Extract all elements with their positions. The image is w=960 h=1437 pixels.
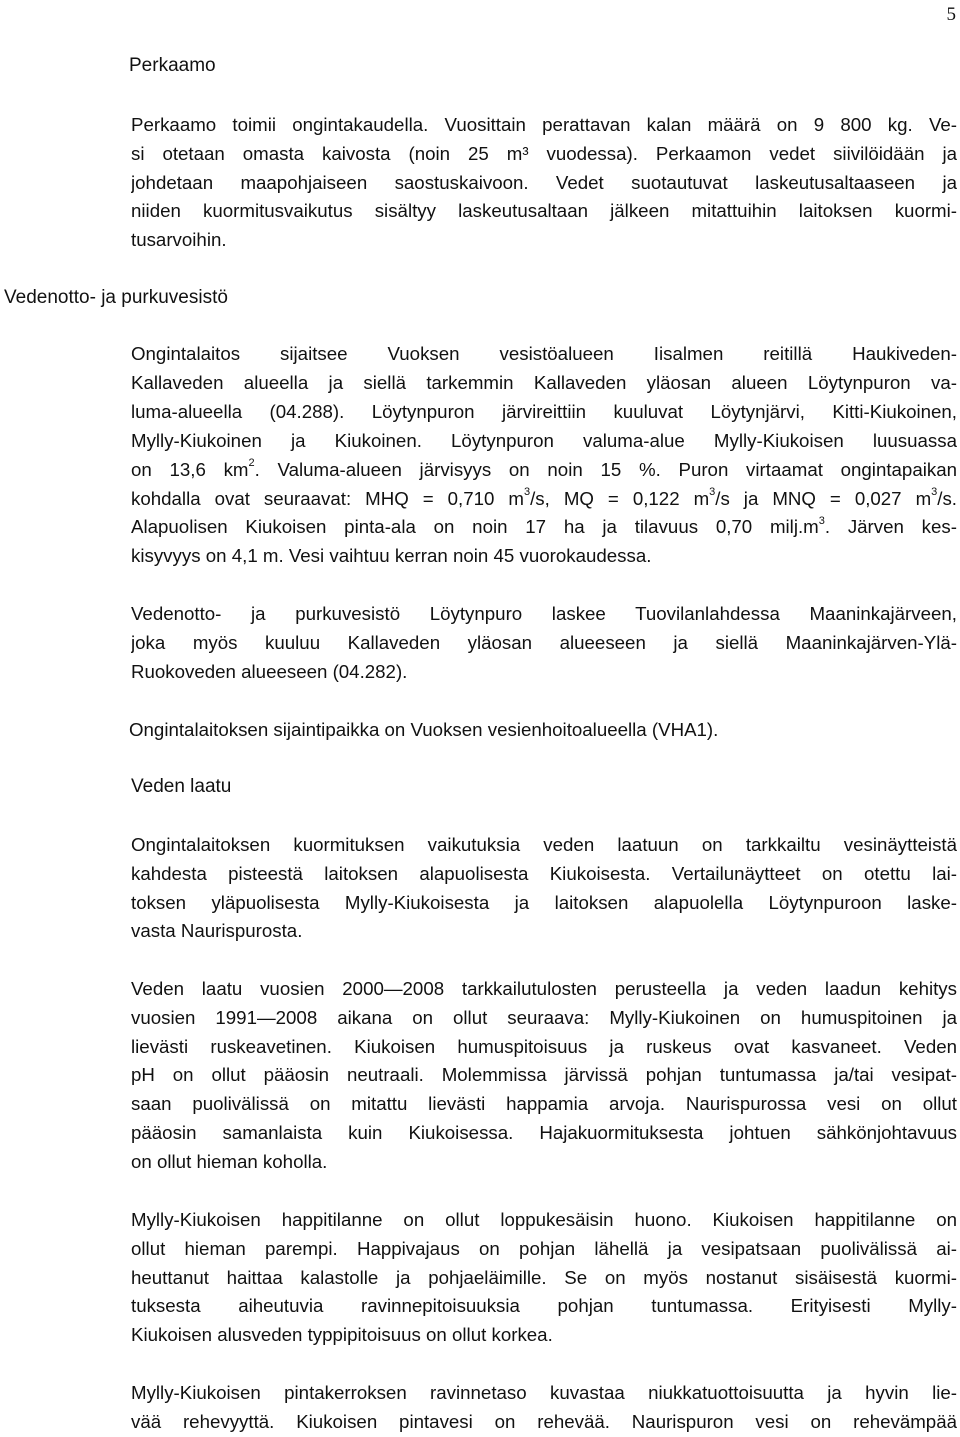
text-line: lievästi ruskeavetinen. Kiukoisen humuspitoisuus ja ruskeus ovat kasvaneet. Veden xyxy=(131,1035,957,1057)
text-line: tuksesta aiheutuvia ravinnepitoisuuksia pohjan tuntumassa. Erityisesti Mylly- xyxy=(131,1295,957,1317)
text-line xyxy=(131,456,957,485)
text-line: ollut hieman parempi. Happivajaus on pohjan lähellä ja vesipatsaan puolivälissä ai- xyxy=(131,1237,957,1259)
text-fragment: /s. xyxy=(937,487,957,509)
text-fragment: Alapuolisen Kiukoisen pinta-ala on noin 17 ha ja tilavuus 0,70 milj.m xyxy=(131,516,819,538)
text-line: Kiukoisen alusveden typpipitoisuus on ollut korkea. xyxy=(131,1324,553,1346)
text-line: pH on ollut pääosin neutraali. Molemmissa järvissä pohjan tuntumassa ja/tai vesipat- xyxy=(131,1064,957,1086)
superscript: 3 xyxy=(709,486,716,499)
text-line: johdetaan maapohjaiseen saostuskaivoon. Vedet suotautuvat laskeutusaltaaseen ja xyxy=(131,171,957,193)
paragraph-monitoring xyxy=(131,831,957,946)
page-number: 5 xyxy=(946,4,956,25)
text-line: luma-alueella (04.288). Löytynpuron järvireittiin kuuluvat Löytynjärvi, Kitti-Kiukoinen, xyxy=(131,400,957,422)
text-line: Ruokoveden alueeseen (04.282). xyxy=(131,660,408,682)
text-line: Mylly-Kiukoinen ja Kiukoinen. Löytynpuron valuma-alue Mylly-Kiukoisen luusuassa xyxy=(131,429,957,451)
text-line: Veden laatu vuosien 2000—2008 tarkkailutulosten perusteella ja veden laadun kehitys xyxy=(131,978,957,999)
text-line: Perkaamo toimii ongintakaudella. Vuosittain perattavan kalan määrä on 9 800 kg. Ve- xyxy=(131,114,957,135)
text-fragment: /s, MQ = 0,122 m xyxy=(530,487,710,509)
text-fragment: kohdalla ovat seuraavat: MHQ = 0,710 m xyxy=(131,487,524,509)
paragraph-nutrients xyxy=(131,1379,957,1437)
text-fragment: on 13,6 km xyxy=(131,458,249,480)
text-fragment: . Valuma-alueen järvisyys on noin 15 %. Puron virtaamat ongintapaikan xyxy=(254,458,957,480)
text-line: Vedenotto- ja purkuvesistö Löytynpuro laskee Tuovilanlahdessa Maaninkajärveen, xyxy=(131,603,957,624)
text-line: Ongintalaitoksen kuormituksen vaikutuksia veden laatuun on tarkkailtu vesinäytteistä xyxy=(131,834,957,855)
text-line: Mylly-Kiukoisen happitilanne on ollut loppukesäisin huono. Kiukoisen happitilanne on xyxy=(131,1209,957,1230)
text-fragment: . Järven kes- xyxy=(824,516,957,538)
superscript: 3 xyxy=(818,515,825,528)
paragraph-perkaamo xyxy=(131,111,957,255)
text-line: pääosin samanlaista kuin Kiukoisessa. Hajakuormituksesta johtuen sähkönjohtavuus xyxy=(131,1121,957,1143)
text-line: kahdesta pisteestä laitoksen alapuolisesta Kiukoisesta. Vertailunäytteet on otettu lai- xyxy=(131,862,957,884)
paragraph-location: Ongintalaitoksen sijaintipaikka on Vuoksen vesienhoitoalueella (VHA1). xyxy=(129,719,719,740)
superscript: 3 xyxy=(931,486,938,499)
text-line: vuosien 1991—2008 aikana on ollut seuraava: Mylly-Kiukoinen on humuspitoinen ja xyxy=(131,1006,957,1028)
superscript: 2 xyxy=(248,457,255,470)
text-line: tusarvoihin. xyxy=(131,229,227,251)
text-line xyxy=(131,485,957,514)
paragraph-vedenotto-description xyxy=(131,340,957,571)
text-line xyxy=(131,513,957,542)
section-heading-vedenotto: Vedenotto- ja purkuvesistö xyxy=(4,287,228,308)
text-line: toksen yläpuolisesta Mylly-Kiukoisesta ja laitoksen alapuolella Löytynpuroon laske- xyxy=(131,891,957,913)
section-heading-veden-laatu: Veden laatu xyxy=(131,776,232,797)
paragraph-water-quality xyxy=(131,975,957,1177)
text-line: Mylly-Kiukoisen pintakerroksen ravinnetaso kuvastaa niukkatuottoisuutta ja hyvin lie- xyxy=(131,1382,957,1403)
text-line: vää rehevyyttä. Kiukoisen pintavesi on rehevää. Naurispuron vesi on rehevämpää xyxy=(131,1410,957,1432)
text-line: niiden kuormitusvaikutus sisältyy laskeutusaltaan jälkeen mitattuihin laitoksen kuormi- xyxy=(131,200,957,222)
text-fragment: /s ja MNQ = 0,027 m xyxy=(715,487,932,509)
superscript: 3 xyxy=(523,486,531,499)
text-line: vasta Naurispurosta. xyxy=(131,920,303,942)
text-line: si otetaan omasta kaivosta (noin 25 m³ vuodessa). Perkaamon vedet siivilöidään ja xyxy=(131,142,957,164)
text-line: Kallaveden alueella ja siellä tarkemmin Kallaveden yläosan alueen Löytynpuron va- xyxy=(131,371,957,393)
section-heading-perkaamo: Perkaamo xyxy=(129,55,216,76)
text-line: on ollut hieman koholla. xyxy=(131,1150,328,1172)
paragraph-oxygen xyxy=(131,1206,957,1350)
text-line: kisyvyys on 4,1 m. Vesi vaihtuu kerran noin 45 vuorokaudessa. xyxy=(131,545,652,567)
text-line: saan puolivälissä on mitattu lievästi happamia arvoja. Naurispurossa vesi on ollut xyxy=(131,1093,957,1115)
text-line: Ongintalaitos sijaitsee Vuoksen vesistöalueen Iisalmen reitillä Haukiveden- xyxy=(131,343,957,364)
paragraph-vedenotto-outflow xyxy=(131,600,957,686)
text-line: heuttanut haittaa kalastolle ja pohjaeläimille. Se on myös nostanut sisäisestä kuormi- xyxy=(131,1266,957,1288)
text-line: joka myös kuuluu Kallaveden yläosan alueeseen ja siellä Maaninkajärven-Ylä- xyxy=(131,631,957,653)
